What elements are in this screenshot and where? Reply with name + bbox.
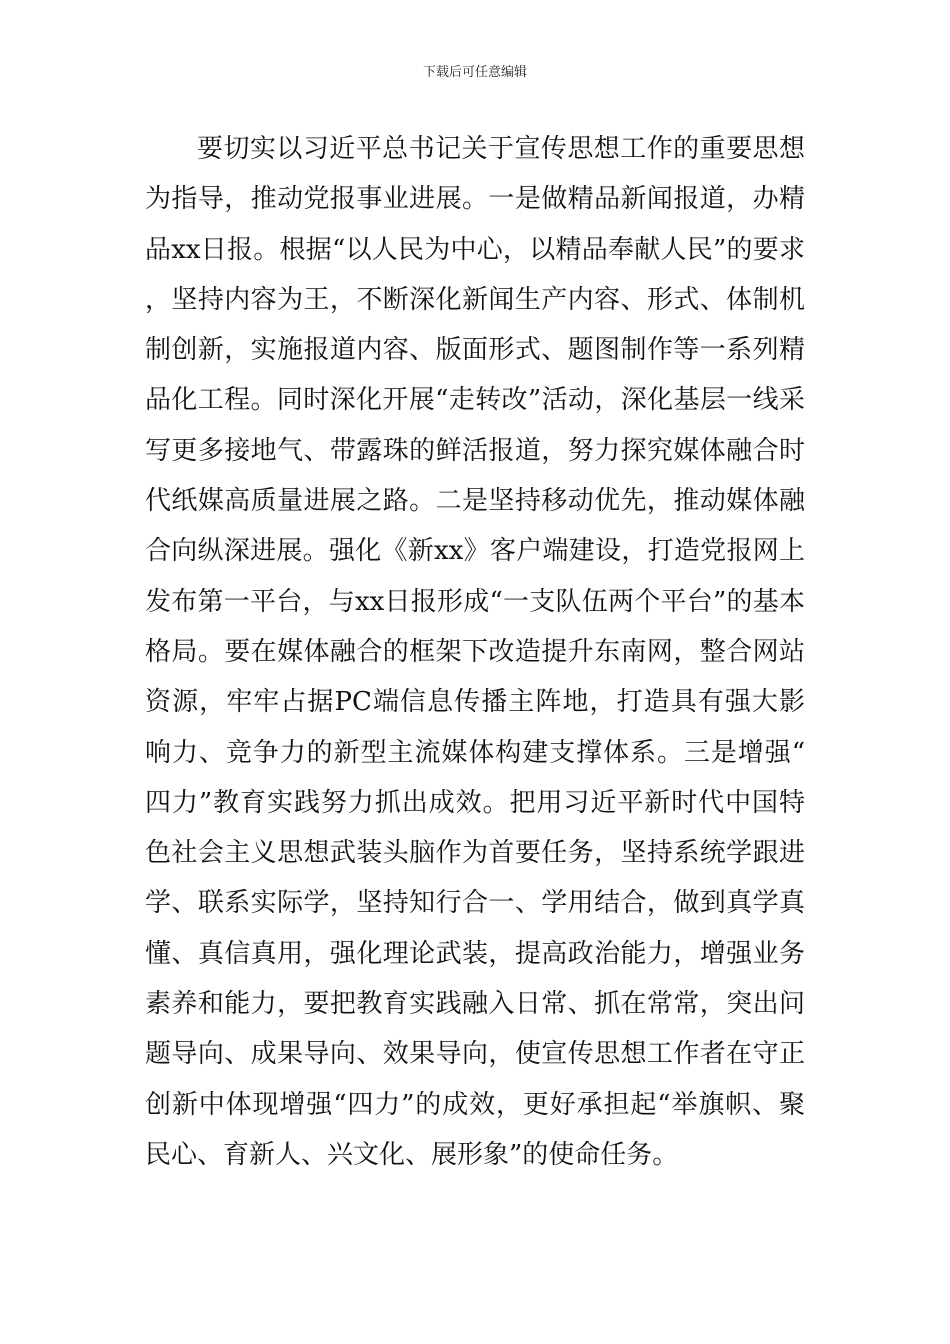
body-paragraph: 要切实以习近平总书记关于宣传思想工作的重要思想为指导，推动党报事业进展。一是做精品新闻报道，办精品xx日报。根据“以人民为中心，以精品奉献人民”的要求，坚持内容为王，不断深化新闻生产内容、形式、体制机制创新，实施报道内容、版面形式、题图制作等一系列精品化工程。同时深化开展“走转改”活动，深化基层一线采写更多接地气、带露珠的鲜活报道，努力探究媒体融合时代纸媒高质量进展之路。二是坚持移动优先，推动媒体融合向纵深进展。强化《新xx》客户端建设，打造党报网上发布第一平台，与xx日报形成“一支队伍两个平台”的基本格局。要在媒体融合的框架下改造提升东南网，整合网站资源，牢牢占据PC端信息传播主阵地，打造具有强大影响力、竞争力的新型主流媒体构建支撑体系。三是增强“四力”教育实践努力抓出成效。把用习近平新时代中国特色社会主义思想武装头脑作为首要任务，坚持系统学跟进学、联系实际学，坚持知行合一、学用结合，做到真学真懂、真信真用，强化理论武装，提高政治能力，增强业务素养和能力，要把教育实践融入日常、抓在常常，突出问题导向、成果导向、效果导向，使宣传思想工作者在守正创新中体现增强“四力”的成效，更好承担起“举旗帜、聚民心、育新人、兴文化、展形象”的使命任务。 <box>145 134 805 1170</box>
page-header: 下载后可任意编辑 <box>422 65 527 80</box>
